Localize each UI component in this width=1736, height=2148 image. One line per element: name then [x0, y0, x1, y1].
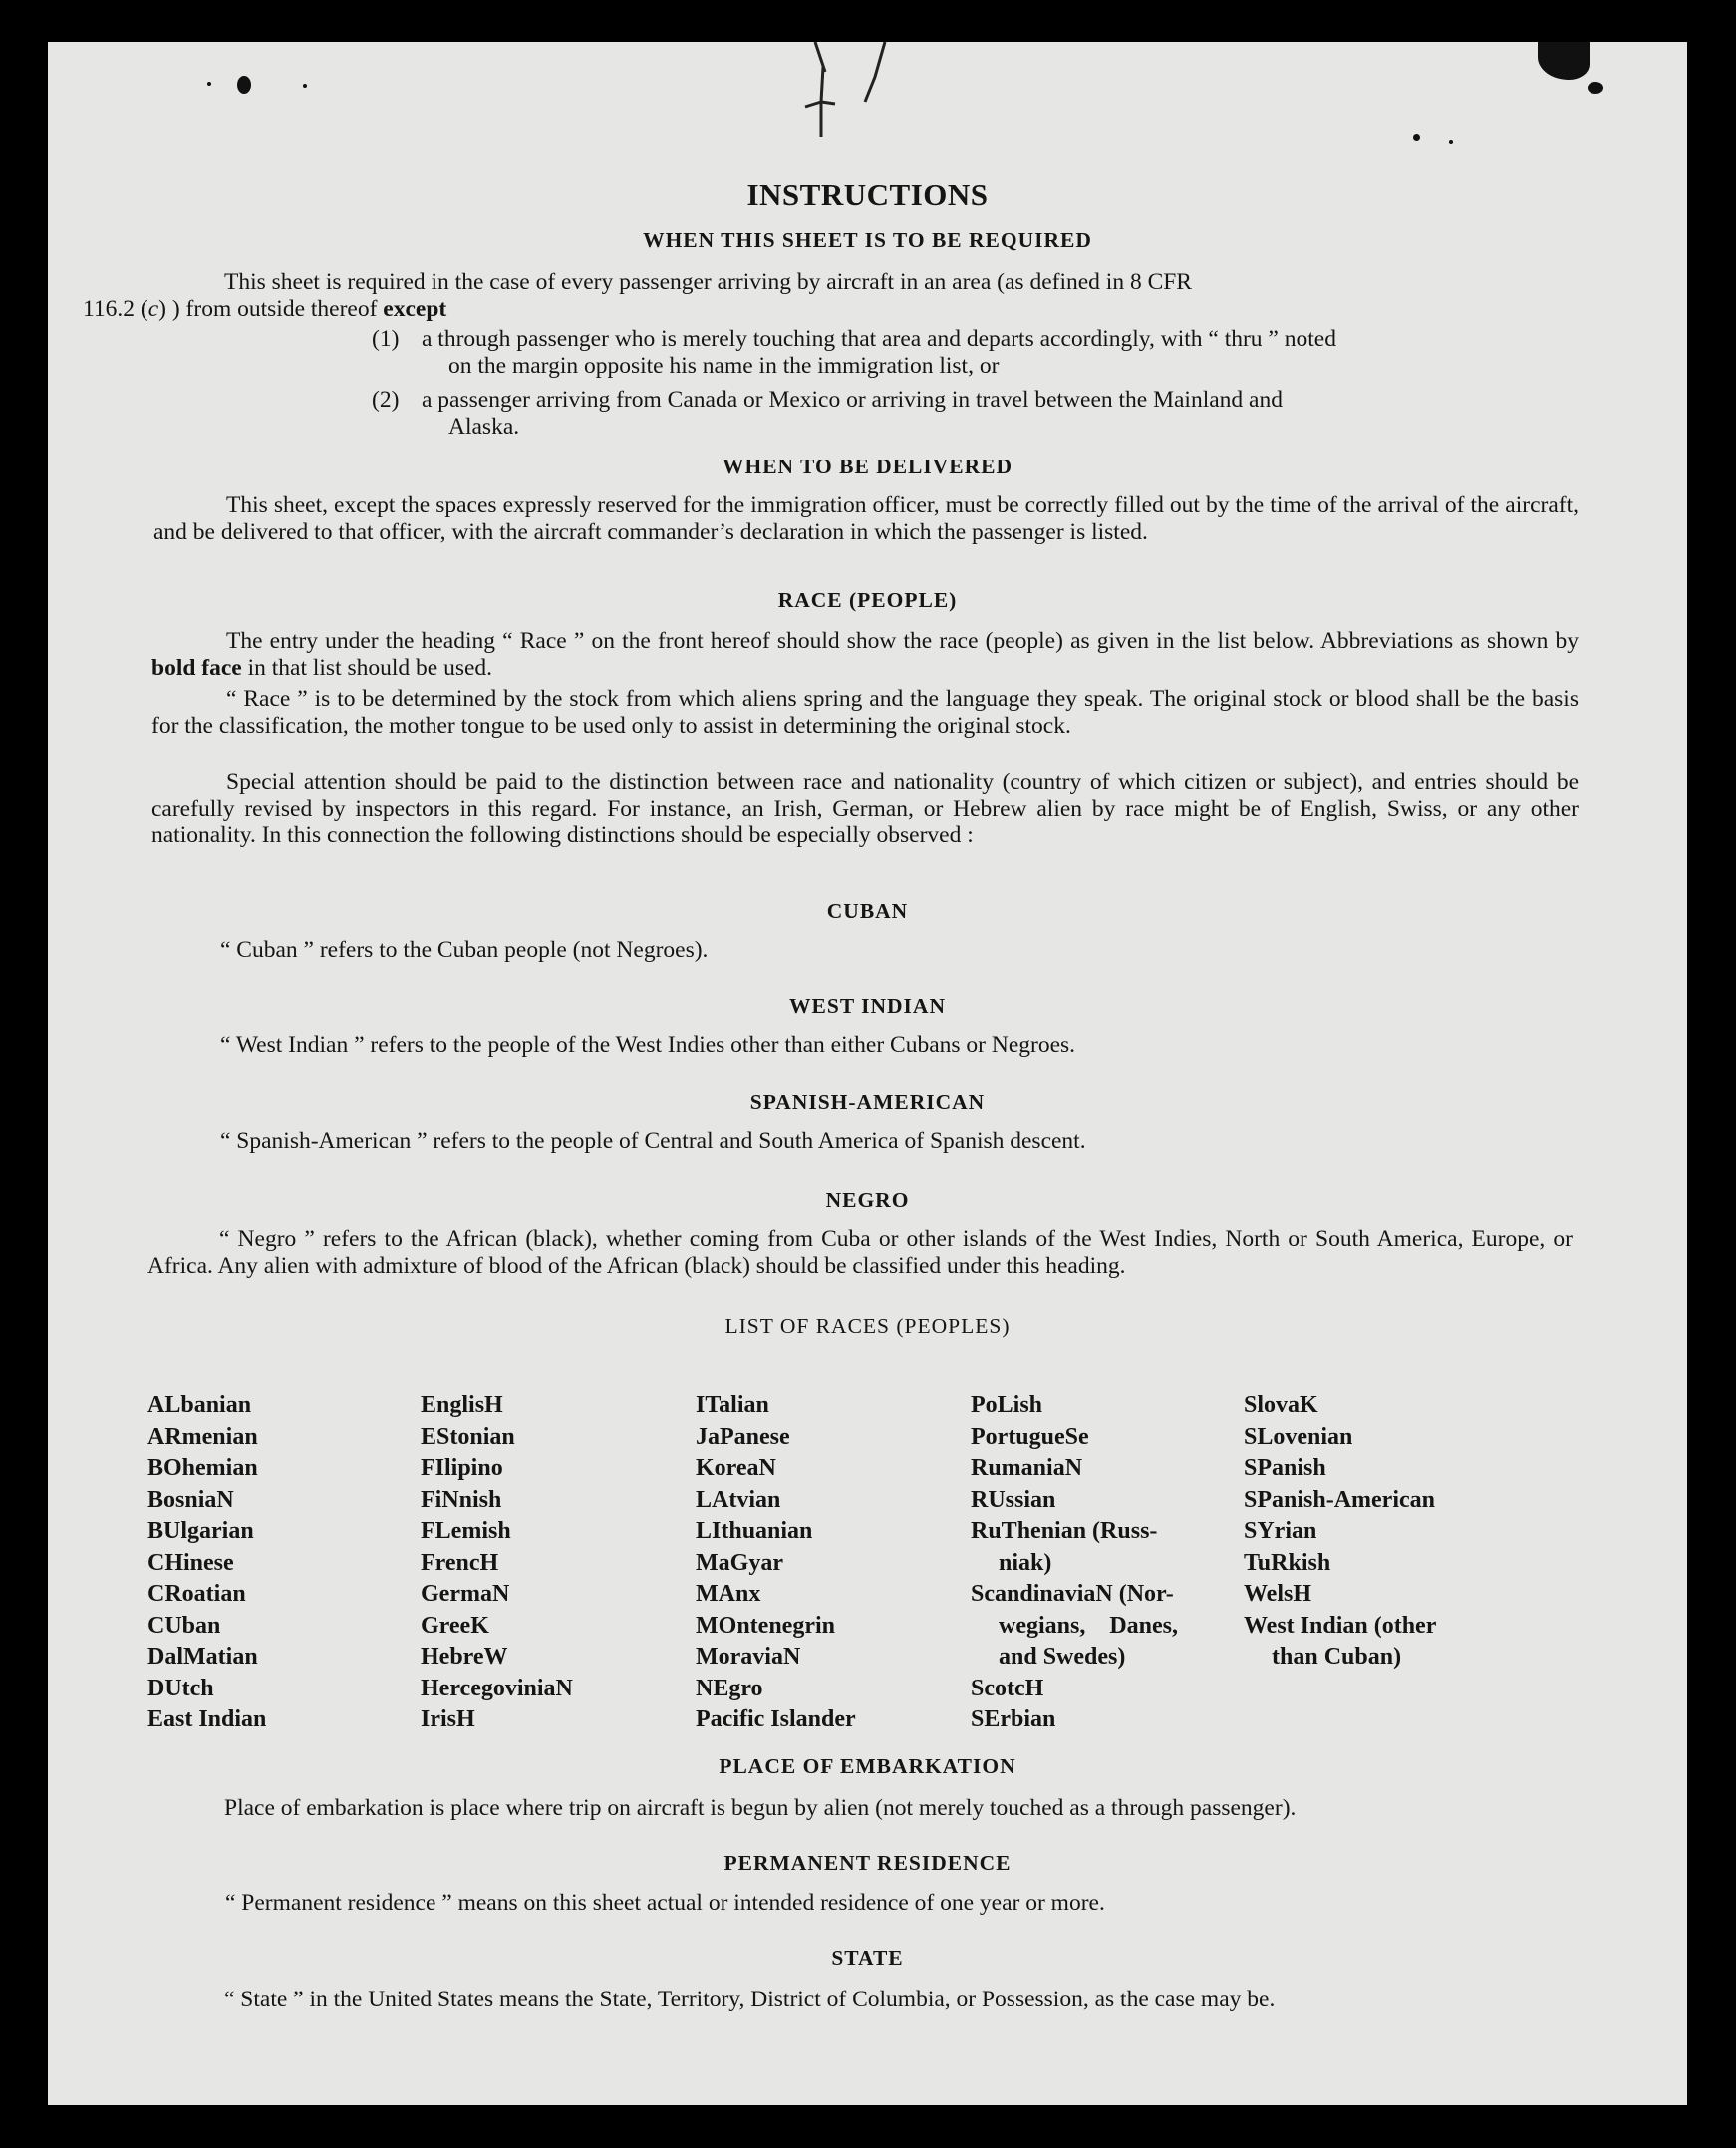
race-entry: RuThenian (Russ-	[971, 1518, 1158, 1544]
race-entry: SYrian	[1244, 1518, 1317, 1544]
race-entry: East Indian	[147, 1706, 267, 1732]
spanish-american-heading: SPANISH-AMERICAN	[749, 1090, 986, 1114]
embarkation-heading: PLACE OF EMBARKATION	[719, 1754, 1016, 1778]
permanent-residence-text: “ Permanent residence ” means on this sheet actual or intended residence of one year or more.	[225, 1890, 1105, 1916]
race-entry: EnglisH	[421, 1392, 503, 1418]
race-entry: JaPanese	[696, 1423, 790, 1450]
race-entry: and Swedes)	[999, 1644, 1126, 1670]
state-heading: STATE	[831, 1946, 904, 1970]
race-heading: RACE (PEOPLE)	[777, 588, 958, 612]
item-text: a passenger arriving from Canada or Mexico or arriving in travel between the Mainland and	[422, 387, 1283, 413]
exception-item-2	[372, 387, 1578, 440]
race-entry: DalMatian	[147, 1644, 258, 1670]
race-list-column-1	[147, 1390, 266, 1736]
race-p1-text: The entry under the heading “ Race ” on the front hereof should show the race (people) as given in the list below. Abbreviations as shown by	[226, 628, 1579, 654]
torn-corner-mark	[1538, 42, 1590, 80]
race-entry: MoraviaN	[696, 1644, 801, 1670]
race-entry: NEgro	[696, 1675, 763, 1701]
spanish-american-text: “ Spanish-American ” refers to the people of Central and South America of Spanish descent.	[220, 1128, 1086, 1154]
intro-text: c	[147, 295, 159, 322]
race-entry: BUlgarian	[147, 1518, 254, 1544]
race-entry: wegians, Danes,	[999, 1612, 1179, 1639]
race-list-column-2	[421, 1390, 573, 1736]
race-p1-text: in that list should be used.	[247, 654, 493, 681]
item-number: (2)	[372, 387, 400, 413]
west-indian-heading: WEST INDIAN	[789, 994, 946, 1018]
race-entry: SPanish-American	[1244, 1486, 1435, 1513]
race-entry: HebreW	[421, 1644, 508, 1670]
race-entry: PortugueSe	[971, 1423, 1089, 1450]
intro-text: ) ) from outside thereof	[158, 295, 378, 322]
intro-text: 116.2 (	[83, 295, 148, 322]
race-entry: LAtvian	[696, 1486, 781, 1513]
cuban-heading: CUBAN	[826, 899, 909, 923]
race-entry: IrisH	[421, 1706, 475, 1732]
when-delivered-text: This sheet, except the spaces expressly reserved for the immigration officer, must be correctly filled out by the time of the arrival of the aircraft, and be delivered to that officer, with the aircraft commander’s declaration in which the passenger is listed.	[153, 492, 1579, 545]
race-list-column-4	[971, 1390, 1178, 1736]
item-text: on the margin opposite his name in the immigration list, or	[448, 352, 1000, 379]
race-entry: CUban	[147, 1612, 221, 1639]
list-of-races-heading: LIST OF RACES (PEOPLES)	[724, 1314, 1011, 1338]
race-entry: MOntenegrin	[696, 1612, 835, 1639]
race-entry: CRoatian	[147, 1581, 246, 1607]
race-entry: EStonian	[421, 1423, 515, 1450]
race-entry: PoLish	[971, 1392, 1043, 1418]
ink-speck	[1449, 140, 1453, 144]
ink-speck	[1588, 82, 1603, 94]
ink-speck	[237, 76, 251, 94]
ink-speck	[303, 84, 307, 88]
race-entry: FiNnish	[421, 1486, 502, 1513]
race-paragraph-2: “ Race ” is to be determined by the stock from which aliens spring and the language they speak. The original stock or blood shall be the basis for the classification, the mother tongue to be used only to assist in determining the original stock.	[151, 686, 1579, 739]
race-entry: KoreaN	[696, 1455, 776, 1481]
race-entry: MAnx	[696, 1581, 761, 1607]
ink-speck	[1413, 134, 1420, 141]
race-entry: SLovenian	[1244, 1423, 1353, 1450]
west-indian-text: “ West Indian ” refers to the people of the West Indies other than either Cubans or Negroes.	[220, 1032, 1076, 1058]
race-entry: TuRkish	[1244, 1549, 1331, 1576]
item-text: Alaska.	[448, 413, 520, 440]
state-text: “ State ” in the United States means the State, Territory, District of Columbia, or Possession, as the case may be.	[224, 1987, 1276, 2012]
race-entry: SlovaK	[1244, 1392, 1318, 1418]
race-entry: BosniaN	[147, 1486, 234, 1513]
race-entry: SErbian	[971, 1706, 1056, 1732]
negro-heading: NEGRO	[825, 1188, 910, 1212]
item-text: a through passenger who is merely touching that area and departs accordingly, with “ thru ” noted	[422, 326, 1336, 352]
intro-except: except	[383, 295, 447, 322]
race-entry: ITalian	[696, 1392, 769, 1418]
race-entry: than Cuban)	[1272, 1644, 1402, 1670]
race-entry: ScotcH	[971, 1675, 1044, 1701]
race-entry: ScandinaviaN (Nor-	[971, 1581, 1174, 1607]
race-entry: GermaN	[421, 1581, 510, 1607]
permanent-residence-heading: PERMANENT RESIDENCE	[723, 1851, 1012, 1875]
intro-line-2	[83, 296, 1581, 323]
race-paragraph-1	[151, 628, 1579, 681]
intro-line-1: This sheet is required in the case of every passenger arriving by aircraft in an area (as defined in 8 CFR	[224, 269, 1192, 295]
race-entry: Pacific Islander	[696, 1706, 856, 1732]
when-required-intro	[83, 269, 1581, 322]
race-entry: MaGyar	[696, 1549, 783, 1576]
race-entry: West Indian (other	[1244, 1612, 1437, 1639]
race-entry: ALbanian	[147, 1392, 252, 1418]
race-entry: ARmenian	[147, 1423, 258, 1450]
race-entry: SPanish	[1244, 1455, 1326, 1481]
item-number: (1)	[372, 326, 400, 352]
race-entry: DUtch	[147, 1675, 214, 1701]
race-entry: FLemish	[421, 1518, 511, 1544]
race-entry: LIthuanian	[696, 1518, 813, 1544]
when-required-heading: WHEN THIS SHEET IS TO BE REQUIRED	[643, 228, 1092, 252]
race-entry: niak)	[999, 1549, 1052, 1576]
race-entry: CHinese	[147, 1549, 234, 1576]
negro-text: “ Negro ” refers to the African (black), whether coming from Cuba or other islands of the West Indies, North or South America, Europe, or Africa. Any alien with admixture of blood of the African (black) should be classified under this heading.	[147, 1226, 1573, 1279]
race-p1-bold: bold face	[151, 654, 242, 681]
tear-mark	[775, 42, 915, 142]
document-page	[48, 42, 1687, 2105]
exception-item-1	[372, 326, 1578, 379]
race-entry: BOhemian	[147, 1455, 258, 1481]
race-entry: GreeK	[421, 1612, 489, 1639]
race-entry: HercegoviniaN	[421, 1675, 573, 1701]
race-entry: RUssian	[971, 1486, 1056, 1513]
race-entry: WelsH	[1244, 1581, 1312, 1607]
race-entry: FIlipino	[421, 1455, 503, 1481]
race-entry: RumaniaN	[971, 1455, 1083, 1481]
cuban-text: “ Cuban ” refers to the Cuban people (not Negroes).	[220, 937, 709, 963]
page-title: INSTRUCTIONS	[746, 177, 989, 212]
race-paragraph-3: Special attention should be paid to the distinction between race and nationality (country of which citizen or subject), and entries should be carefully revised by inspectors in this regard. For instance, an Irish, German, or Hebrew alien by race might be of English, Swiss, or any other nationality. In this connection the following distinctions should be especially observed :	[151, 769, 1579, 848]
race-list-column-3	[696, 1390, 856, 1736]
ink-speck	[207, 82, 211, 86]
race-list-column-5	[1244, 1390, 1436, 1674]
race-entry: FrencH	[421, 1549, 499, 1576]
embarkation-text: Place of embarkation is place where trip on aircraft is begun by alien (not merely touched as a through passenger).	[224, 1795, 1297, 1821]
when-delivered-heading: WHEN TO BE DELIVERED	[722, 455, 1013, 478]
